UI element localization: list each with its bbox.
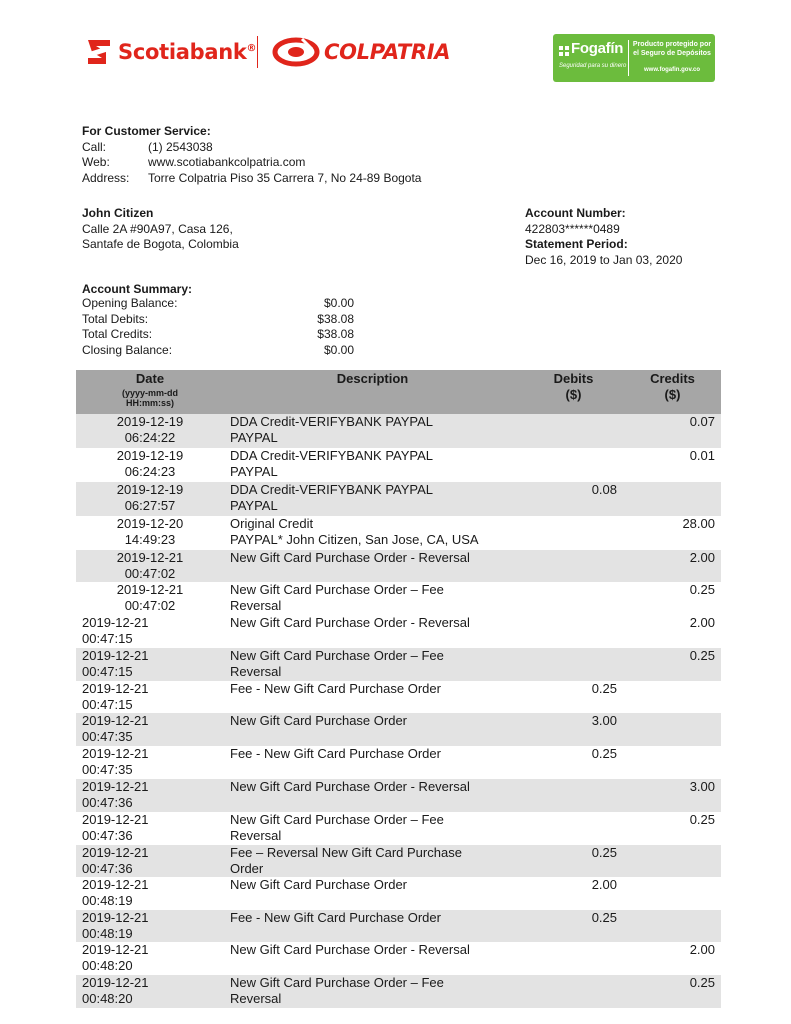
row-date [82,779,149,811]
cs-address-label: Address: [82,171,130,185]
table-row [76,550,721,582]
row-credit: 0.25 [689,582,715,597]
row-date-time: 00:47:15 [82,697,133,712]
summary-value: $0.00 [323,343,354,357]
cs-call-label: Call: [82,140,107,154]
row-date-day: 2019-12-21 [82,681,149,696]
row-description-line2: PAYPAL [230,430,278,445]
row-description [230,482,520,514]
row-date-time: 00:47:15 [82,664,133,679]
fogafin-protected-text: Producto protegido por el Seguro de Depósitos [632,41,712,57]
row-credit: 0.07 [689,414,715,429]
row-description-line1: New Gift Card Purchase Order - Reversal [230,550,470,565]
header-debits-label: Debits [553,371,594,386]
customer-name: John Citizen [82,206,154,220]
row-date-time: 06:24:22 [124,430,176,445]
header-credits [635,371,710,403]
row-date-day: 2019-12-21 [82,648,149,663]
row-description [230,877,520,893]
row-description-line1: New Gift Card Purchase Order [230,713,408,728]
row-date-day: 2019-12-21 [116,550,184,565]
row-debit: 3.00 [591,713,617,728]
header-date-label: Date [135,371,165,386]
row-description-line1: New Gift Card Purchase Order - Reversal [230,615,470,630]
row-credit: 3.00 [689,779,715,794]
row-date-day: 2019-12-21 [82,615,149,630]
header-credits-label: Credits [650,371,695,386]
table-row [76,779,721,812]
statement-period-value: Dec 16, 2019 to Jan 03, 2020 [525,253,683,267]
account-number-label: Account Number: [525,206,626,220]
row-description [230,615,520,631]
row-description [230,975,520,1007]
row-description [230,779,520,795]
row-date-day: 2019-12-21 [116,582,184,597]
summary-row-debits [82,312,354,328]
customer-service-title: For Customer Service: [82,124,211,138]
row-date-time: 00:47:02 [124,598,176,613]
customer-address-line1: Calle 2A #90A97, Casa 126, [82,222,233,236]
row-description-line2: Reversal [230,991,282,1006]
row-description-line2: Reversal [230,598,282,613]
scotiabank-s-icon [84,36,114,68]
row-date-time: 00:47:36 [82,828,133,843]
statement-period-label: Statement Period: [525,237,628,251]
colpatria-logo [272,34,450,70]
row-date [82,681,149,713]
row-description [230,550,520,566]
row-date-day: 2019-12-21 [82,713,149,728]
row-credit: 28.00 [682,516,715,531]
summary-label: Total Debits: [82,312,149,326]
fogafin-grid-icon [559,46,569,56]
account-summary-title: Account Summary: [82,282,193,296]
row-description-line2: PAYPAL [230,498,278,513]
row-description-line1: New Gift Card Purchase Order [230,877,408,892]
row-date-day: 2019-12-19 [116,482,184,497]
row-description [230,414,520,446]
row-description-line2: Reversal [230,664,282,679]
row-date [82,615,149,647]
colpatria-ring-icon [272,37,320,67]
summary-label: Total Credits: [82,327,153,341]
row-date [82,713,149,745]
summary-label: Opening Balance: [82,296,178,310]
row-date [82,975,149,1007]
cs-web-label: Web: [82,155,110,169]
row-date [82,812,149,844]
row-date [82,910,149,942]
cs-address-row [82,171,421,187]
row-debit: 0.25 [591,845,617,860]
row-date-day: 2019-12-19 [116,414,184,429]
row-date [82,648,149,680]
row-date-time: 00:48:19 [82,893,133,908]
account-number-value: 422803******0489 [525,222,620,236]
header-description: Description [336,371,409,386]
summary-value: $38.08 [317,327,354,341]
colpatria-wordmark: COLPATRIA [324,40,451,64]
row-description [230,582,520,614]
row-description [230,681,520,697]
summary-label: Closing Balance: [82,343,173,357]
header-date [76,371,224,408]
row-credit: 2.00 [689,550,715,565]
row-date [82,877,149,909]
row-date-time: 00:47:36 [82,795,133,810]
row-date-time: 00:47:35 [82,729,133,744]
scotiabank-wordmark: Scotiabank® [118,40,257,64]
row-date-day: 2019-12-21 [82,812,149,827]
table-row [76,877,721,910]
row-debit: 2.00 [591,877,617,892]
logo-divider [257,36,258,68]
row-description-line1: Fee - New Gift Card Purchase Order [230,910,441,925]
header-debits-unit: ($) [565,387,582,402]
table-row [76,746,721,779]
row-date [76,582,224,614]
row-date [82,746,149,778]
row-description-line1: Fee - New Gift Card Purchase Order [230,746,441,761]
fogafin-separator [628,40,629,76]
table-row [76,942,721,975]
row-description-line1: New Gift Card Purchase Order – Fee [230,648,444,663]
fogafin-tagline: Seguridad para su dinero [559,63,627,69]
row-credit: 0.01 [689,448,715,463]
scotiabank-logo [84,34,256,70]
row-date-time: 00:47:02 [124,566,176,581]
table-row [76,582,721,615]
table-body [76,414,721,1008]
transactions-table [76,370,721,1008]
row-description-line1: DDA Credit-VERIFYBANK PAYPAL [230,414,434,429]
row-date [76,516,224,548]
row-description-line1: New Gift Card Purchase Order - Reversal [230,779,470,794]
cs-address-value: Torre Colpatria Piso 35 Carrera 7, No 24-89 Bogota [148,171,422,185]
row-date-day: 2019-12-19 [116,448,184,463]
row-description-line1: DDA Credit-VERIFYBANK PAYPAL [230,448,434,463]
row-date-time: 14:49:23 [124,532,176,547]
summary-row-closing [82,343,354,359]
row-date-time: 00:47:15 [82,631,133,646]
table-row [76,812,721,845]
row-date-time: 00:47:35 [82,762,133,777]
row-date-day: 2019-12-21 [82,746,149,761]
row-date-day: 2019-12-21 [82,877,149,892]
summary-value: $0.00 [323,296,354,310]
row-date-day: 2019-12-21 [82,910,149,925]
header-date-format-1: (yyyy-mm-dd [121,388,178,398]
cs-web-value: www.scotiabankcolpatria.com [148,155,306,169]
row-date-day: 2019-12-21 [82,942,149,957]
row-date-time: 06:24:23 [124,464,176,479]
row-debit: 0.08 [591,482,617,497]
row-description-line2: PAYPAL [230,464,278,479]
header-date-format-2: HH:mm:ss) [125,398,174,408]
row-description [230,812,520,844]
row-date-time: 00:48:20 [82,958,133,973]
row-debit: 0.25 [591,746,617,761]
table-row [76,482,721,516]
row-description-line2: Order [230,861,264,876]
row-description-line2: PAYPAL* John Citizen, San Jose, CA, USA [230,532,479,547]
row-credit: 0.25 [689,812,715,827]
cs-call-row [82,140,213,156]
fogafin-name: Fogafín [571,40,624,57]
row-description [230,845,520,877]
table-row [76,648,721,681]
row-debit: 0.25 [591,910,617,925]
row-description [230,942,520,958]
table-header [76,370,721,414]
table-row [76,681,721,713]
table-row [76,975,721,1008]
table-row [76,845,721,877]
header-credits-unit: ($) [664,387,681,402]
row-date-day: 2019-12-21 [82,779,149,794]
row-description [230,648,520,680]
row-date-time: 00:48:20 [82,991,133,1006]
row-credit: 2.00 [689,942,715,957]
table-row [76,414,721,448]
summary-value: $38.08 [317,312,354,326]
row-credit: 0.25 [689,648,715,663]
cs-call-value: (1) 2543038 [148,140,213,154]
fogafin-url: www.fogafin.gov.co [644,67,700,73]
fogafin-badge [553,34,715,82]
customer-address-line2: Santafe de Bogota, Colombia [82,237,239,251]
row-date-day: 2019-12-20 [116,516,184,531]
row-description [230,910,520,926]
row-date [76,448,224,480]
row-credit: 0.25 [689,975,715,990]
row-credit: 2.00 [689,615,715,630]
row-description-line1: New Gift Card Purchase Order - Reversal [230,942,470,957]
row-description-line1: New Gift Card Purchase Order – Fee [230,975,444,990]
row-date-day: 2019-12-21 [82,845,149,860]
table-row [76,615,721,648]
table-row [76,448,721,482]
row-description [230,516,520,548]
row-description-line1: Fee - New Gift Card Purchase Order [230,681,441,696]
row-date-time: 06:27:57 [124,498,176,513]
summary-row-credits [82,327,354,343]
row-description-line1: DDA Credit-VERIFYBANK PAYPAL [230,482,434,497]
row-description [230,713,520,729]
row-description-line1: Original Credit [230,516,314,531]
header-debits [536,371,611,403]
table-row [76,910,721,942]
row-date-time: 00:47:36 [82,861,133,876]
row-date-time: 00:48:19 [82,926,133,941]
row-description-line1: New Gift Card Purchase Order – Fee [230,582,444,597]
row-description [230,746,520,762]
row-date [76,414,224,446]
row-date [82,845,149,877]
row-date [76,550,224,582]
summary-row-opening [82,296,354,312]
cs-web-row [82,155,305,171]
row-date [82,942,149,974]
row-date-day: 2019-12-21 [82,975,149,990]
table-row [76,713,721,746]
row-description-line2: Reversal [230,828,282,843]
table-row [76,516,721,550]
row-description-line1: Fee – Reversal New Gift Card Purchase [230,845,462,860]
row-debit: 0.25 [591,681,617,696]
row-date [76,482,224,514]
row-description-line1: New Gift Card Purchase Order – Fee [230,812,444,827]
row-description [230,448,520,480]
